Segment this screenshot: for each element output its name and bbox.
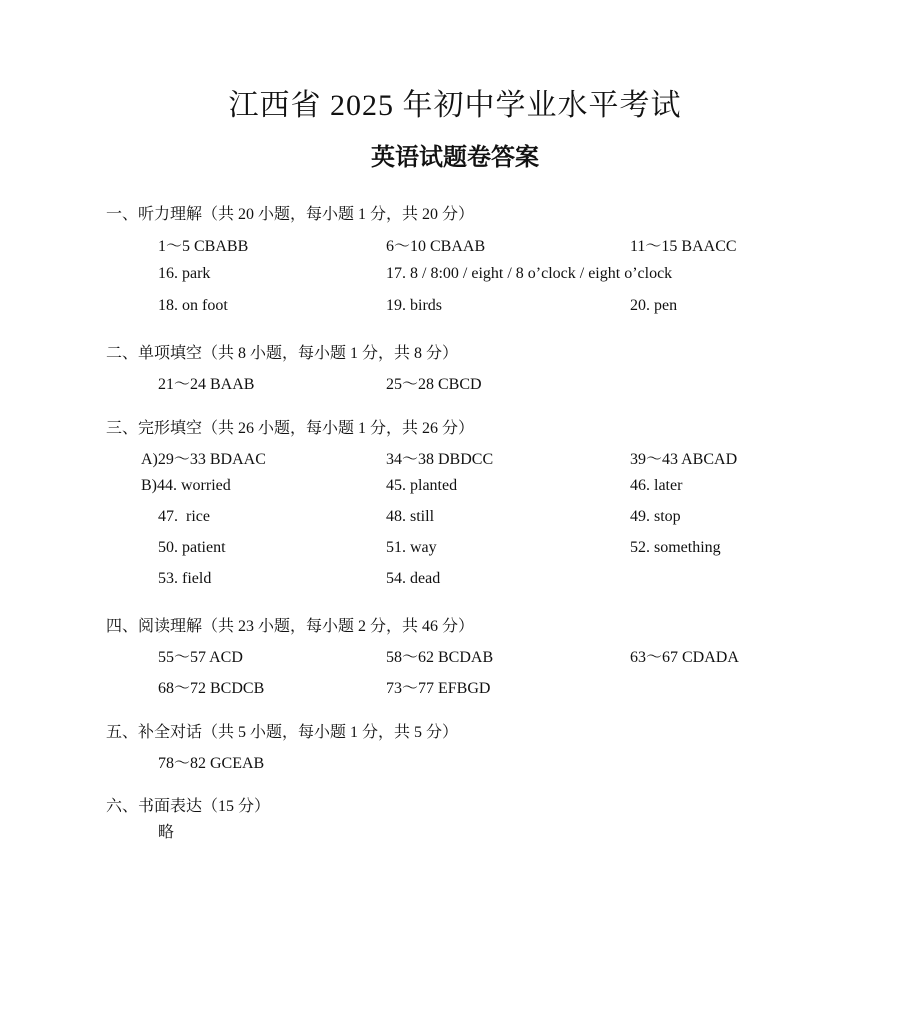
answer-item: 20. pen [630,297,678,314]
answer-item: B)44. worried [141,477,231,494]
answer-key-subtitle: 英语试题卷答案 [371,143,539,171]
answer-item: 46. later [630,477,683,494]
answer-item: 19. birds [386,297,442,314]
answer-item: 58～62 BCDAB [386,649,494,666]
section-heading-writing: 六、书面表达（15 分） [106,798,271,815]
section-heading-listening: 一、听力理解（共 20 小题，每小题 1 分，共 20 分） [106,206,475,223]
section-heading-reading: 四、阅读理解（共 23 小题，每小题 2 分，共 46 分） [106,618,475,635]
answer-item: 63～67 CDADA [630,649,739,666]
answer-item: 45. planted [386,477,458,494]
answer-item: 51. way [386,539,437,556]
answer-item: 21～24 BAAB [158,376,255,393]
answer-item: 68～72 BCDCB [158,680,265,697]
section-heading-single-choice: 二、单项填空（共 8 小题，每小题 1 分，共 8 分） [106,345,459,362]
answer-item: 49. stop [630,508,681,525]
answer-item: 78～82 GCEAB [158,755,265,772]
section-heading-dialogue: 五、补全对话（共 5 小题，每小题 1 分，共 5 分） [106,724,459,741]
answer-item: 53. field [158,570,212,587]
answer-item: 17. 8 / 8:00 / eight / 8 o’clock / eight o’clock [386,265,673,282]
answer-item: 55～57 ACD [158,649,243,666]
answer-item: 16. park [158,265,211,282]
section-heading-cloze: 三、完形填空（共 26 小题，每小题 1 分，共 26 分） [106,420,475,437]
answer-item: 18. on foot [158,297,228,314]
answer-item: 52. something [630,539,721,556]
answer-item: 50. patient [158,539,226,556]
exam-title: 江西省 2025 年初中学业水平考试 [228,89,682,122]
answer-item: 6～10 CBAAB [386,238,486,255]
answer-item: 25～28 CBCD [386,376,482,393]
answer-item: 略 [158,824,175,841]
answer-item: 48. still [386,508,435,525]
answer-item: 54. dead [386,570,441,587]
answer-item: 34～38 DBDCC [386,451,494,468]
answer-item: 1～5 CBABB [158,238,249,255]
answer-item: 73～77 EFBGD [386,680,491,697]
answer-item: 47. rice [158,508,210,525]
answer-item: A)29～33 BDAAC [141,451,266,468]
answer-item: 39～43 ABCAD [630,451,738,468]
answer-item: 11～15 BAACC [630,238,737,255]
